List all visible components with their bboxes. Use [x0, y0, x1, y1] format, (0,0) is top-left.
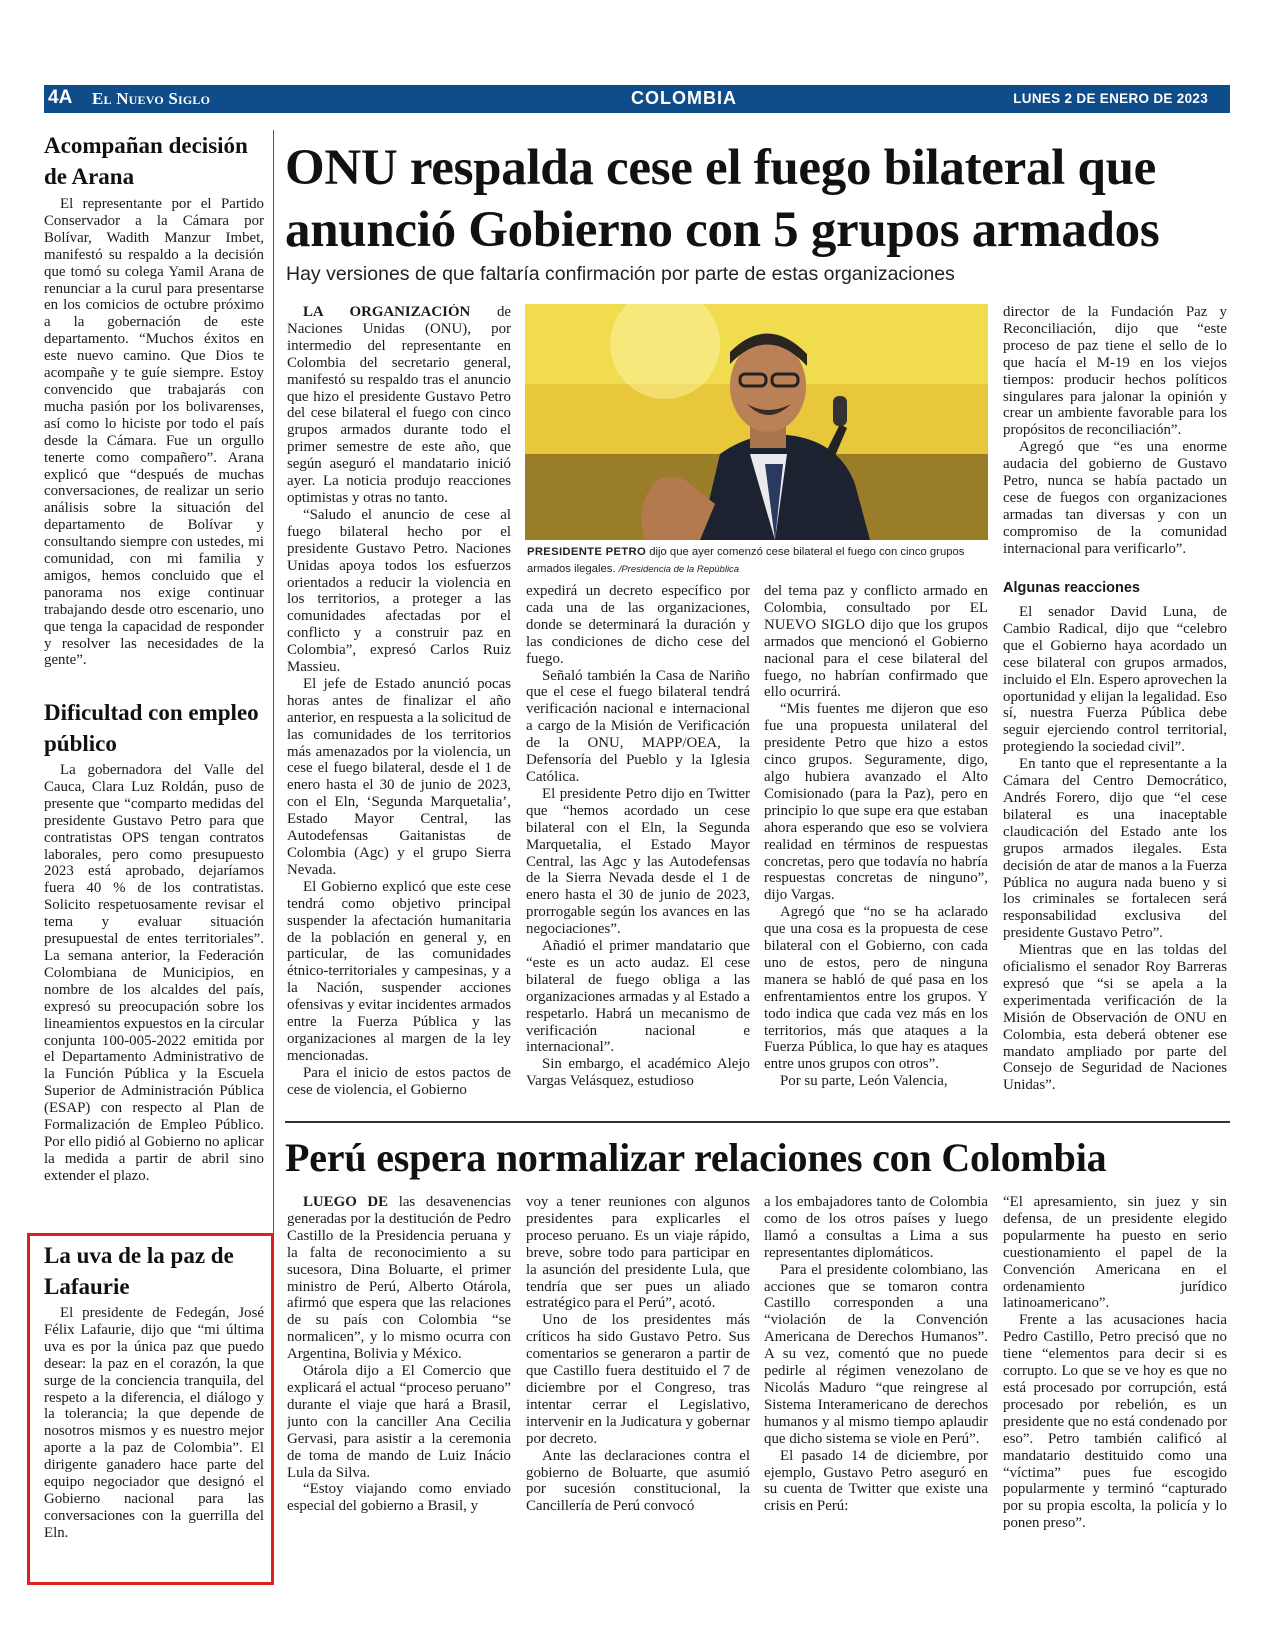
paragraph: El jefe de Estado anunció pocas horas antes de finalizar el año anterior, en respuesta a la solicitud de las comunidades de los territorios más amenazados por la violencia, un cese el fuego bilateral, desde el 1 de enero hasta el 30 de junio de 2023, con el Eln, ‘Segunda Marquetalia’, Estado Mayor Central, las Autodefensas Gaitanistas de Colombia (Agc) y el grupo Sierra Nevada. [287, 675, 511, 878]
paragraph: Otárola dijo a El Comercio que explicará el actual “proceso peruano” durante el viaje que hará a Brasil, junto con la canciller Ana Cecilia Gervasi, para asistir a la ceremonia de toma de mando de Luiz Inácio Lula da Silva. [287, 1363, 511, 1481]
sidebar-story3-body [44, 1305, 264, 1565]
paragraph: Agregó que “no se ha aclarado que una cosa es la propuesta de cese bilateral con el Gobierno, con cada uno de estos, pero de ninguna manera se habló de qué pasa en los enfrentamientos entre los grupos. Y todo indica que cada vez más en los territorios, más que ataques a la Fuerza Pública, lo que hay es ataques entre unos grupos con otros”. [764, 904, 988, 1073]
sidebar-story1-headline: Acompañan decisión de Arana [44, 133, 248, 189]
paragraph: El presidente Petro dijo en Twitter que “hemos acordado un cese bilateral con el Eln, la Segunda Marquetalia, el Estado Mayor Central, las Agc y las Autodefensas de la Sierra Nevada desde el 1 de enero hasta el 30 de junio de 2023, prorrogable según los avances en las negociaciones”. [526, 785, 750, 938]
paragraph: Para el inicio de estos pactos de cese de violencia, el Gobierno [287, 1064, 511, 1098]
issue-date: LUNES 2 DE ENERO DE 2023 [1013, 91, 1208, 106]
caption-lead: PRESIDENTE PETRO [527, 546, 647, 558]
paragraph: “Estoy viajando como enviado especial del gobierno a Brasil, y [287, 1481, 511, 1515]
paragraph: Ante las declaraciones contra el gobierno de Boluarte, que asumió por sucesión constitucional, la Cancillería de Perú convocó [526, 1447, 750, 1515]
publication-name: El Nuevo Siglo [92, 89, 211, 108]
sidebar-story2-body [44, 762, 264, 1202]
paragraph: Añadió el primer mandatario que “este es un acto audaz. El cese bilateral de fuego obliga a las organizaciones armadas y al Estado a respetarlo. Habrá un mecanismo de verificación nacional e internacional”. [526, 938, 750, 1056]
photo-credit: /Presidencia de la República [618, 564, 740, 575]
photo-caption [527, 544, 987, 578]
president-petro-photo [525, 304, 988, 540]
article2-lead-in: LUEGO DE [303, 1194, 389, 1210]
page-number: 4A [48, 87, 73, 108]
page-header-bar [44, 85, 1230, 113]
caption-text: dijo que ayer comenzó cese bilateral el fuego con cinco grupos armados ilegales. [527, 546, 965, 575]
paragraph: El representante por el Partido Conservador a la Cámara por Bolívar, Wadith Manzur Imbet, manifestó su respaldo a la decisión que tomó su colega Yamil Arana de renunciar a la curul para presentarse en los comicios de octubre próximo a la gobernación de este departamento. “Muchos éxitos en este nuevo camino. Que Dios te acompañe y te guíe siempre. Estoy convencido que trabajarás con mucha pasión por los bolivarenses, así como lo hiciste por todo el país desde la Cámara. Fue un orgullo tenerte como compañero”. Arana explicó que “después de muchas conversaciones, de realizar un serio análisis sobre la situación del departamento de Bolívar y consultando siempre con ustedes, mi comunidad, con mi familia y amigos, hemos concluido que el panorama nos exige continuar trabajando desde otro escenario, uno que tenga la capacidad de responder y resolver las necesidades de la gente”. [44, 196, 264, 669]
paragraph: Uno de los presidentes más críticos ha sido Gustavo Petro. Sus comentarios se generaron a partir de que Castillo fuera destituido el 7 de diciembre por el Congreso, tras intentar cerrar el Legislativo, intervenir en la Judicatura y gobernar por decreto. [526, 1312, 750, 1447]
article1-col2 [526, 583, 750, 1104]
paragraph: Agregó que “es una enorme audacia del gobierno de Gustavo Petro, nunca se había pactado un cese de fuegos con organizaciones armadas tan diversas y con un compromiso de la comunidad internacional para verificarlo”. [1003, 439, 1227, 557]
paragraph: Señaló también la Casa de Nariño que el cese el fuego bilateral tendrá verificación nacional e internacional a cargo de la Misión de Verificación de la ONU, MAPP/OEA, la Defensoría del Pueblo y la Iglesia Católica. [526, 667, 750, 785]
article2-headline: Perú espera normalizar relaciones con Colombia [285, 1135, 1107, 1180]
paragraph: El senador David Luna, de Cambio Radical, dijo que “celebro que el Gobierno haya acordado un cese bilateral con grupos armados, incluido el Eln. Espero aprovechen la oportunidad y elijan la legalidad. Eso sí, nuestra Fuerza Pública debe seguir ejerciendo control territorial, protegiendo la sociedad civil”. [1003, 604, 1227, 756]
paragraph: Para el presidente colombiano, las acciones que se tomaron contra Castillo corresponden a una “violación de la Convención Americana de Derechos Humanos”. A su vez, comentó que no puede pedirle al régimen venezolano de Nicolás Maduro “que reingrese al Sistema Interamericano de derechos humanos y al mismo tiempo aplaudir que dicho sistema se viole en Perú”. [764, 1261, 988, 1447]
article1-col4-bottom [1003, 604, 1227, 1104]
paragraph: Por su parte, León Valencia, [780, 1073, 948, 1090]
paragraph: “Saludo el anuncio de cese al fuego bilateral hecho por el presidente Gustavo Petro. Naciones Unidas apoya todos los esfuerzos orientados a reducir la violencia en los territorios, a proteger a las comunidades afectadas por el conflicto y a construir paz en Colombia”, expresó Carlos Ruiz Massieu. [287, 506, 511, 676]
paragraph: Frente a las acusaciones hacia Pedro Castillo, Petro precisó que no tiene “elementos para decir si es corrupto. Lo que se ve hoy es que no está procesado por corrupción, está procesado por rebelión, es un presidente que no está condenado por eso”. Petro también calificó al mandatario destituido como una “víctima” pues fue escogido popularmente y terminó “capturado por su propia escolta, la policía y lo ponen preso”. [1003, 1312, 1227, 1532]
paragraph: El presidente de Fedegán, José Félix Lafaurie, dijo que “mi última uva es por la única paz que puedo desear: la paz en el corazón, la que surge de la conciencia tranquila, del respeto a la diferencia, el diálogo y la tolerancia; la que depende de nosotros mismos y es nuestro mejor aporte a la paz de Colombia”. El dirigente ganadero hace parte del equipo negociador que designó el Gobierno nacional para las conversaciones con la guerrilla del Eln. [44, 1305, 264, 1541]
paragraph: “El apresamiento, sin juez y sin defensa, de un presidente elegido popularmente ha puesto en serio cuestionamiento el papel de la Convención Americana en el ordenamiento jurídico latinoamericano”. [1003, 1194, 1227, 1312]
article1-lead-in: LA ORGANIZACIÓN [303, 304, 471, 320]
paragraph: a los embajadores tanto de Colombia como de los otros países y luego llamó a consultas a Lima a sus representantes diplomáticos. [764, 1194, 988, 1261]
paragraph: director de la Fundación Paz y Reconciliación, dijo que “este proceso de paz tiene el sello de lo que hacía el M-19 en los viejos tiempos: producir hechos políticos singulares para jalonar la opinión y crear un ambiente favorable para los propósitos de reconciliación”. [1003, 304, 1227, 439]
paragraph: “Mis fuentes me dijeron que eso fue una propuesta unilateral del presidente Petro que hizo a estos cinco grupos. Seguramente, digo, algo hubiera avanzado el Alto Comisionado (para la Paz), pero en principio lo que supe era que estaban ahora esperando que eso se volviera realidad en términos de respuestas concretas, pero que todavía no habría respuestas concretas de ninguno”, dijo Vargas. [764, 701, 988, 904]
article1-col4-top [1003, 304, 1227, 584]
paragraph: Sin embargo, el académico Alejo Vargas Velásquez, estudioso [526, 1056, 750, 1090]
paragraph: voy a tener reuniones con algunos presidentes para explicarles el proceso peruano. Es un viaje rápido, breve, sobre todo para participar en la asunción del presidente Lula, que tendría que ser pues un aliado estratégico para el Perú”, acotó. [526, 1194, 750, 1312]
sidebar-story1-body [44, 196, 264, 676]
sidebar-divider [273, 130, 274, 1570]
sidebar-story3-headline: La uva de la paz de Lafaurie [44, 1243, 234, 1299]
paragraph: las desavenencias generadas por la destitución de Pedro Castillo de la Presidencia peruana y la falta de reconocimiento a su sucesora, Dina Boluarte, el primer ministro de Perú, Alberto Otárola, afirmó que espera que las relaciones de su país con Colombia “se normalicen”, y lo mismo ocurra con Argentina, Bolivia y México. [287, 1194, 511, 1363]
article2-col3 [764, 1194, 988, 1574]
article2-col4 [1003, 1194, 1227, 1574]
photo-illustration [525, 304, 988, 540]
section-name: COLOMBIA [631, 88, 737, 108]
article1-subhead: Algunas reacciones [1003, 580, 1140, 596]
sidebar-story2-headline: Dificultad con empleo público [44, 700, 259, 756]
paragraph: de Naciones Unidas (ONU), por intermedio del representante en Colombia del secretario general, manifestó su respaldo tras el anuncio que hizo el presidente Gustavo Petro del cese bilateral el fuego con cinco grupos armados durante todo el primer semestre de este año, que según aseguró el mandatario inició ayer. La noticia produjo reacciones optimistas y otras no tanto. [287, 304, 511, 506]
paragraph: Mientras que en las toldas del oficialismo el senador Roy Barreras expresó que “si se apela a la experimentada verificación de la Misión de Observación de ONU en Colombia, esta deberá obtener ese mandato ampliado por parte del Consejo de Seguridad de Naciones Unidas”. [1003, 942, 1227, 1094]
article2-col2 [526, 1194, 750, 1574]
article1-deck: Hay versiones de que faltaría confirmación por parte de estas organizaciones [286, 263, 955, 285]
article1-headline: ONU respalda cese el fuego bilateral que anunció Gobierno con 5 grupos armados [285, 140, 1160, 258]
paragraph: del tema paz y conflicto armado en Colombia, consultado por EL NUEVO SIGLO dijo que los grupos armados que mencionó el Gobierno nacional para el cese bilateral del fuego, no habrían confirmado que ello ocurrirá. [764, 583, 988, 701]
article1-col1 [287, 304, 511, 1104]
paragraph: expedirá un decreto específico por cada una de las organizaciones, donde se determinará la duración y las condiciones de dicho cese del fuego. [526, 583, 750, 667]
paragraph: El pasado 14 de diciembre, por ejemplo, Gustavo Petro aseguró en su cuenta de Twitter que existe una crisis en Perú: [764, 1447, 988, 1515]
article1-col3 [764, 583, 988, 1104]
paragraph: El Gobierno explicó que este cese tendrá como objetivo principal suspender la afectación humanitaria de la población en general y, en particular, de las comunidades étnico-territoriales y campesinas, y a la Nación, suspender acciones ofensivas y evitar incidentes armados entre la Fuerza Pública y las organizaciones al margen de la ley mencionadas. [287, 878, 511, 1064]
article-divider [285, 1121, 1230, 1123]
paragraph: En tanto que el representante a la Cámara del Centro Democrático, Andrés Forero, dijo que “el cese bilateral es una inaceptable claudicación del Estado ante los grupos armados ilegales. Esta decisión de atar de manos a la Fuerza Pública no augura nada bueno y si los criminales se fortalecen será responsabilidad exclusiva del presidente Gustavo Petro”. [1003, 756, 1227, 942]
paragraph: La gobernadora del Valle del Cauca, Clara Luz Roldán, puso de presente que “comparto medidas del presidente Gustavo Petro para que contratistas OPS tengan contratos laborales, pero como presupuesto 2023 está aprobado, dejaríamos fuera 40 % de los contratistas. Solicito respetuosamente revisar el tema y evaluar situación presupuestal de entes territoriales”. La semana anterior, la Federación Colombiana de Municipios, en nombre de los alcaldes del país, expresó su preocupación sobre los lineamientos expuestos en la circular conjunta 100-005-2022 emitida por el Departamento Administrativo de la Función Pública y la Escuela Superior de Administración Pública (ESAP) con respecto al Plan de Formalización de Empleo Público. Por ello pidió al Gobierno no aplicar la medida a partir de abril sino extender el plazo. [44, 762, 264, 1184]
article2-col1 [287, 1194, 511, 1574]
